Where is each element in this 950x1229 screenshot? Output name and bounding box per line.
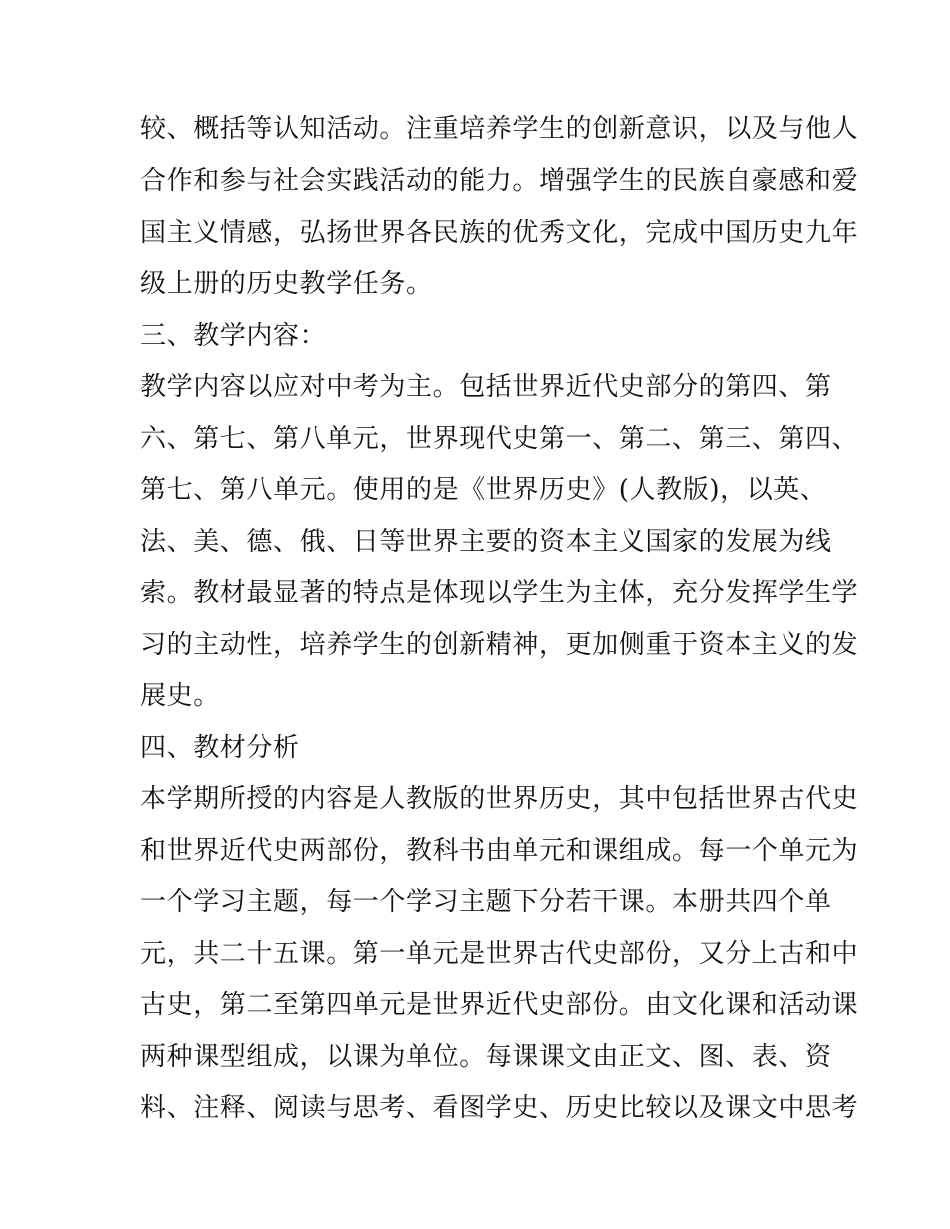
text-line: 合作和参与社会实践活动的能力。增强学生的民族自豪感和爱 xyxy=(140,166,859,196)
text-line: 展史。 xyxy=(140,681,220,711)
text-line: 和世界近代史两部份，教科书由单元和课组成。每一个单元为 xyxy=(140,836,859,866)
section-heading: 三、教学内容： xyxy=(140,321,327,351)
text-line: 两种课型组成，以课为单位。每课课文由正文、图、表、资 xyxy=(140,1042,832,1072)
text-line: 六、第七、第八单元，世界现代史第一、第二、第三、第四、 xyxy=(140,424,859,454)
text-line: 料、注释、阅读与思考、看图学史、历史比较以及课文中思考 xyxy=(140,1093,859,1123)
text-line: 教学内容以应对中考为主。包括世界近代史部分的第四、第 xyxy=(140,372,832,402)
text-line: 一个学习主题，每一个学习主题下分若干课。本册共四个单 xyxy=(140,887,832,917)
text-line: 本学期所授的内容是人教版的世界历史，其中包括世界古代史 xyxy=(140,784,859,814)
text-line: 索。教材最显著的特点是体现以学生为主体，充分发挥学生学 xyxy=(140,578,859,608)
text-line: 较、概括等认知活动。注重培养学生的创新意识，以及与他人 xyxy=(140,114,859,144)
text-line: 古史，第二至第四单元是世界近代史部份。由文化课和活动课 xyxy=(140,990,859,1020)
text-line: 习的主动性，培养学生的创新精神，更加侧重于资本主义的发 xyxy=(140,630,859,660)
section-heading: 四、教材分析 xyxy=(140,733,300,763)
text-line: 法、美、德、俄、日等世界主要的资本主义国家的发展为线 xyxy=(140,527,832,557)
text-line: 国主义情感，弘扬世界各民族的优秀文化，完成中国历史九年 xyxy=(140,218,859,248)
text-line: 第七、第八单元。使用的是《世界历史》(人教版)，以英、 xyxy=(140,475,827,505)
text-line: 元，共二十五课。第一单元是世界古代史部份，又分上古和中 xyxy=(140,939,859,969)
text-line: 级上册的历史教学任务。 xyxy=(140,269,433,299)
